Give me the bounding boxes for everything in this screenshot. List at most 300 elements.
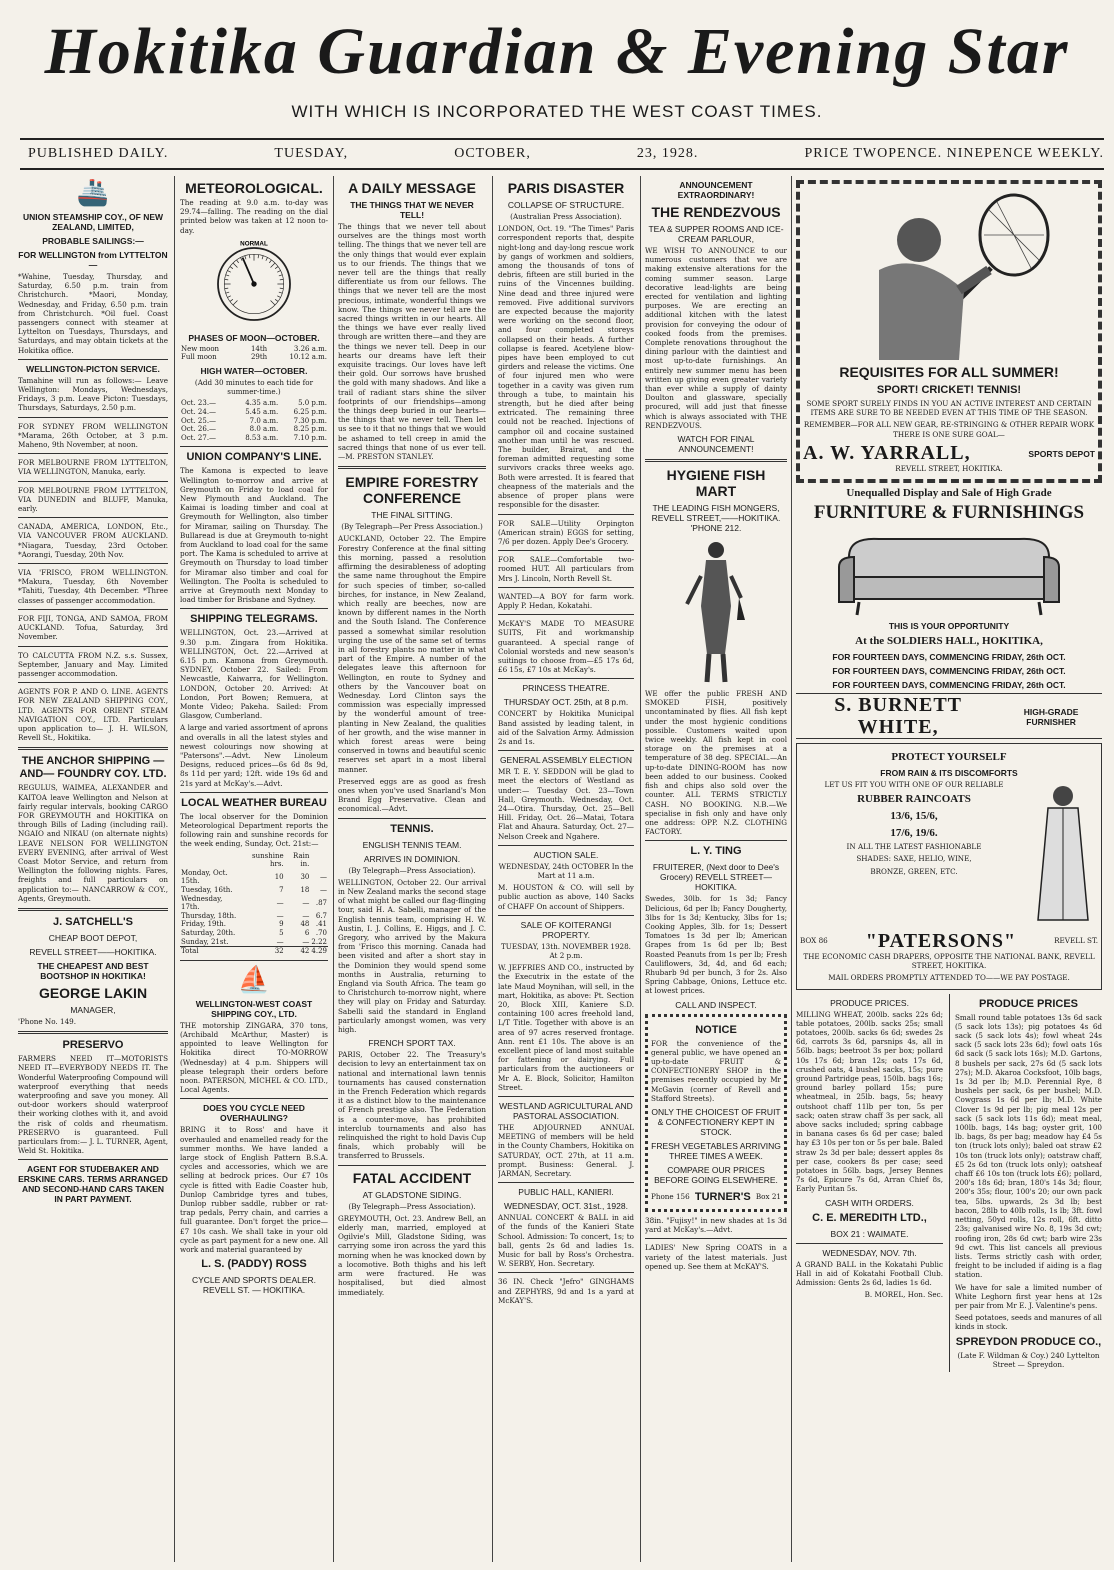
- furniture-pre: Unequalled Display and Sale of High Grade: [846, 487, 1052, 500]
- notice-fresh: FRESH VEGETABLES ARRIVING THREE TIMES A WEEK.: [651, 1140, 781, 1161]
- koiterangi-date: TUESDAY, 13th. NOVEMBER 1928. At 2 p.m.: [501, 941, 631, 960]
- produce-right-text: Small round table potatoes 13s 6d sack (5 sack lots 13s); pig potatoes 4s 6d sack (5 sack lots 4s); fowl wheat 24s sack (5 sack lots 23s 6d); fowl oats 16s 6d sack (5 sack lots 16s); M.D. Gartons, 8 bushels per sack, 27s 6d (5 sack lots 27s); M.D. Akaroa Cocksfoot, 10lb bags, 1s 3d per lb; M.D. Perennial Rye, 8 bushels per sack, 6s per bushel; M.D. Cowgrass 1s 6d per lb; M.D. White Clover 1s 9d per lb; pig meal 12s per sack (5 sack lots 11s 6d); meat meal, 100lb. bags, 14s bag; oyster grit, 100 lb. bags, 8s per bag; meadow hay £4 5s ton (truck lots only); baled oat straw £2 10s ton (truck lots only); oatstraw chaff, £5 2s 6d ton (truck lots only); oatsheaf chaff £6 10s ton (truck lots £6); pollard, 200's 18s 6d; bran, 180's 14s 3d; flour, 200's 35s; flour, 100's 20; our own pack tea, 5lbs. upwards, 2s 3d lb; best bacon, 28lb to 40lb rolls, 1s lb; 3ft. fowl netting, 50yd rolls, 12s roll, 6ft. ditto 23s; galvanised wire No. 8, 19s 3d cwt; roofing iron, 28s 6d cwt; barb wire 23s 9d cwt. This list cancels all previous lists. Terms strictly cash with order, freight to be included if aiding is a flag station.: [955, 1012, 1102, 1280]
- ladies-coats-advert: LADIES' New Spring COATS in a variety of the latest materials. Just opened up. See them at McKAY'S.: [645, 1243, 787, 1271]
- separator: [498, 678, 634, 679]
- protect-title: PROTECT YOURSELF: [891, 751, 1007, 764]
- table-cell: 42: [300, 947, 310, 956]
- auction-date: WEDNESDAY, 24th OCTOBER In the Mart at 11 a.m.: [498, 861, 634, 880]
- notice-only: ONLY THE CHOICEST OF FRUIT & CONFECTIONERY KEPT IN STOCK.: [651, 1106, 781, 1137]
- sale-eggs: FOR SALE—Utility Orpington (American strain) EGGS for setting, 7/6 per dozen. Apply Dee's Grocery.: [498, 518, 634, 546]
- table-row: [180, 434, 328, 443]
- sofa-icon: [829, 527, 1069, 617]
- table-cell: .41: [315, 920, 327, 929]
- table-cell: Oct. 25.—: [181, 416, 217, 425]
- table-cell: 5.45 a.m.: [245, 408, 279, 416]
- produce-right-heading: PRODUCE PRICES: [978, 997, 1079, 1010]
- separator: [498, 915, 634, 916]
- lakin-role: MANAGER,: [70, 1004, 116, 1015]
- announcement: ANNOUNCEMENT EXTRAORDINARY!: [677, 180, 755, 200]
- canada-text: CANADA, AMERICA, LONDON, Etc., VIA VANCOUVER FROM AUCKLAND. *Niagara, Tuesday, 23rd October. *Aorangi, Tuesday, 20th Nov.: [18, 522, 168, 559]
- table-cell: —: [320, 873, 327, 882]
- separator: [18, 747, 168, 750]
- barometer-label: NORMAL: [240, 240, 268, 248]
- barometer-tick: [245, 256, 246, 259]
- meredith-name: C. E. MEREDITH LTD.,: [812, 1211, 927, 1224]
- wwc-text: THE motorship ZINGARA, 370 tons, (Archibald McArthur, Master) is appointed to leave Wellington for Hokitika direct TO-MORROW (Wednesday) at 4 p.m. Shippers will please telegraph their orders before noon. PATERSON, MICHEL & CO. LTD., Local Agents.: [180, 1020, 328, 1095]
- raincoat-body: [800, 780, 1098, 930]
- column-rule: [492, 176, 493, 1562]
- table-row: [180, 920, 328, 929]
- separator: [18, 417, 168, 418]
- table-row: [180, 353, 328, 362]
- koiterangi-heading: SALE OF KOITERANGI PROPERTY.: [520, 919, 612, 940]
- protect-subtitle: FROM RAIN & ITS DISCOMFORTS: [880, 768, 1018, 779]
- picton-text: Tamahine will run as follows:— Leave Wellington: Mondays, Wednesdays, Fridays, 3 p.m. Leave Picton: Tuesdays, Thursdays, Saturdays, 2.50 p.m.: [18, 375, 168, 413]
- ross-name: L. S. (PADDY) ROSS: [201, 1258, 307, 1271]
- separator: [498, 1272, 634, 1273]
- barometer-tick: [262, 256, 263, 259]
- table-cell: 6: [304, 929, 310, 938]
- ting-subtitle: FRUITERER, (Next door to Dee's Grocery) REVELL STREET—HOKITIKA.: [652, 862, 780, 893]
- table-cell: .70: [315, 929, 327, 938]
- fishmonger-figure-icon: [681, 536, 751, 686]
- table-cell: Total: [181, 947, 199, 956]
- raincoat-prices-1: 13/6, 15/6,: [890, 810, 938, 823]
- table-cell: Full moon: [181, 353, 217, 362]
- barometer-tick: [230, 266, 233, 268]
- union-text: The Kamona is expected to leave Wellington to-morrow and arrive at Greymouth on Friday to load coal for New Plymouth and Auckland. The Kaimai is loading timber and coal at Greymouth for Wellington, also timber for Miramar, sailing on Thursday. The Bullaread is due at Greymouth to-night from Auckland to load coal for the same port. The Kama is scheduled to arrive at Greymouth on Thursday to load timber for Miramar also timber and coal for Wellington. The Poolta is scheduled to arrive at Greymouth next Monday to load timber for Brisbane and Sydney.: [180, 466, 328, 605]
- rendezvous-title: THE RENDEZVOUS: [651, 204, 781, 220]
- steamship-icon: 🚢: [76, 178, 110, 208]
- table-cell: 10: [274, 873, 284, 882]
- table-row: [180, 869, 328, 886]
- union-heading: UNION COMPANY'S LINE.: [186, 451, 322, 464]
- separator: [498, 1182, 634, 1183]
- latest-fashion: IN ALL THE LATEST FASHIONABLE: [846, 842, 982, 852]
- barometer-tick: [280, 288, 284, 289]
- column-rule: [640, 176, 641, 1562]
- usco-title: UNION STEAMSHIP COY., OF NEW ZEALAND, LIMITED,: [22, 212, 164, 232]
- fish-subtitle: THE LEADING FISH MONGERS, REVELL STREET,——HOKITIKA. 'PHONE 212.: [651, 503, 781, 534]
- wellington-text: *Wahine, Tuesday, Thursday, and Saturday, 6.50 p.m. train from Christchurch. *Maori, Monday, Wednesday, and Friday, 6.50 p.m. train from Christchurch. *Oil fuel. Coast passengers connect with steamer at Lyttelton on Tuesdays, Thursdays, and Saturdays, and may obtain tickets at the Hokitika office.: [18, 272, 168, 355]
- yarrall-address: REVELL STREET, HOKITIKA.: [895, 463, 1003, 473]
- separator: [18, 517, 168, 518]
- table-cell: Thursday, 18th.: [181, 911, 237, 920]
- table-cell: 7.10 p.m.: [293, 433, 327, 442]
- fish-text: WE offer the public FRESH AND SMOKED FISH, positively uncontaminated by flies. All fish kept under the most hygienic conditions possible. Customers waited upon twice weekly. All fish kept in cool storage on the premises at a temperature of 38 deg. SPECIAL.—An up-to-date DINING-ROOM has now been added to our business. Cooked fish and chips also sold over the counter. ALL TERMS STRICTLY CASH. NO BOOKING. N.B.—We specialise in fish only and have only one address: OPP. N.Z. CLOTHING FACTORY.: [645, 689, 787, 837]
- separator: [645, 840, 787, 841]
- barometer-tick: [258, 254, 259, 258]
- dateline-rule: [20, 168, 1104, 170]
- turner-box: Box 21: [755, 1191, 781, 1201]
- column-4: [498, 176, 634, 1562]
- ting-call: CALL AND INSPECT.: [675, 999, 757, 1010]
- table-cell: —: [320, 886, 327, 895]
- fit-text: LET US FIT YOU WITH ONE OF OUR RELIABLE: [824, 780, 1004, 790]
- barometer-tick: [266, 257, 268, 260]
- barometer-tick: [275, 299, 278, 301]
- column-2: [180, 176, 328, 1562]
- table-row: [180, 886, 328, 895]
- tennis-player-icon: [839, 190, 1059, 360]
- yarrall-advert: [796, 180, 1102, 483]
- barometer-tick: [225, 279, 229, 280]
- patersons-name: "PATERSONS": [865, 930, 1017, 953]
- masthead-subtitle: WITH WHICH IS INCORPORATED THE WEST COAST TIMES.: [291, 102, 823, 121]
- barometer-tick: [279, 275, 282, 276]
- table-cell: 6.7: [315, 911, 327, 920]
- fortnight-line: FOR FOURTEEN DAYS, COMMENCING FRIDAY, 26th OCT.: [832, 652, 1066, 663]
- separator: [180, 446, 328, 447]
- fatal-text: GREYMOUTH, Oct. 23. Andrew Bell, an elderly man, married, employed at Ogilvie's Mill, Gladstone Siding, was carrying some iron across the yard this morning when he was knocked down by a locomotive. Both thighs and his left arm were fractured. He was hospitalised, but died almost immediately.: [338, 1213, 486, 1297]
- table-total: [180, 947, 328, 956]
- raincoat-prices-2: 17/6, 19/6.: [890, 827, 938, 840]
- fiji-text: FOR FIJI, TONGA, AND SAMOA, FROM AUCKLAND. Tofua, Saturday, 3rd November.: [18, 613, 168, 642]
- shades: SHADES: SAXE, HELIO, WINE,: [856, 854, 972, 864]
- table-cell: 7: [279, 886, 284, 895]
- separator: [498, 587, 634, 588]
- wellington-heading: FOR WELLINGTON from LYTTELTON—: [18, 250, 168, 270]
- table-cell: Oct. 24.—: [181, 408, 217, 416]
- raincoat-woman-icon: [1028, 780, 1098, 930]
- barometer-tick: [237, 260, 239, 263]
- table-cell: 48: [300, 920, 310, 929]
- cash-with-orders: CASH WITH ORDERS.: [825, 1197, 914, 1208]
- shipping-heading: SHIPPING TELEGRAMS.: [190, 613, 318, 626]
- barometer-tick: [275, 266, 278, 268]
- houston-text: M. HOUSTON & CO. will sell by public auction as above, 140 Sacks of CHAFF On account of Shippers.: [498, 883, 634, 911]
- hall-heading: PUBLIC HALL, KANIERI.: [518, 1187, 614, 1198]
- issue-date: 23, 1928.: [636, 146, 699, 161]
- empire-text: AUCKLAND, October 22. The Empire Forestry Conference at the final sitting this morning, passed a resolution affirming the desirableness of adopting the same name throughout the Empire for such species of timber, so-called birches, for instance, in New Zealand, which really are beeches, now are known by different names in the North and the South Island. The Conference passed a somewhat similar resolution urging the use of the same set of terms in all forestry plants no matter in what part of the Empire. A number of the delegates leave this afternoon for Wellington, en route to Sydney and others by the Vancouver boat on Wednesday. Lord Clinton says the commission was especially impressed by the wonderful amount of tree-planting in New Zealand, the qualities of her growth, and the wise manner in which forest areas were being conserved in towns and beautiful scenic reserves set apart in a most liberal manner.: [338, 534, 486, 774]
- separator: [498, 750, 634, 751]
- patersons-line: [800, 930, 1098, 952]
- table-cell: 7.0 a.m.: [249, 416, 279, 425]
- table-header: [180, 852, 328, 869]
- table-cell: 8.0 a.m.: [249, 425, 279, 434]
- empire-byline: (By Telegraph—Per Press Association.): [341, 522, 483, 532]
- table-cell: 8.25 p.m.: [293, 425, 327, 434]
- barometer-tick: [230, 299, 233, 301]
- barometer-tick: [226, 275, 229, 276]
- table-row: [180, 895, 328, 912]
- table-row: [180, 912, 328, 921]
- produce-right: [949, 994, 1102, 1372]
- studebaker-text: AGENT FOR STUDEBAKER AND ERSKINE CARS. TERMS ARRANGED AND SECOND-HAND CARS TAKEN IN PART PAYMENT.: [18, 1164, 168, 1205]
- rendezvous-text: WE WISH TO ANNOUNCE to our numerous customers that we are making extensive alterations for the coming summer season. Large decorative lead-lights are being erected for ventilation and lighting purposes. We are erecting an additional kitchen with the latest provision for conveying the odour of cooked foods from the premises. Complete renovations throughout the dining parlour with the daintiest and most up-to-date furnishings. An entirely new summer menu has been written up giving even greater variety than ever while a supply of dainty Doulton and glassware, specially procured, will add just that finesse which is always associated with THE RENDEZVOUS.: [645, 246, 787, 430]
- turner-footer: [651, 1187, 781, 1206]
- raincoat-advert: [796, 743, 1102, 990]
- revell-st: REVELL ST.: [1054, 936, 1098, 946]
- fatal-subtitle: AT GLADSTONE SIDING.: [362, 1189, 462, 1200]
- table-cell: 18: [300, 886, 310, 895]
- masthead: [20, 8, 1094, 122]
- barometer-tick: [233, 300, 237, 304]
- cash-drapers: THE ECONOMIC CASH DRAPERS, OPPOSITE THE NATIONAL BANK, REVELL STREET, HOKITIKA.: [803, 952, 1095, 971]
- separator: [18, 609, 168, 610]
- separator: [180, 608, 328, 609]
- table-row: [180, 408, 328, 417]
- ting-title: L. Y. TING: [690, 845, 742, 858]
- table-row: [180, 345, 328, 354]
- burnett-line: [796, 693, 1102, 739]
- barometer-tick: [277, 296, 280, 298]
- hall-date: WEDNESDAY, OCT. 31st., 1928.: [504, 1201, 628, 1212]
- hall-text: ANNUAL CONCERT & BALL in aid of the funds of the Kanieri State School. Admission: To concert, 1s; to ball, gents 2s 6d and ladies 1s. Music for ball by Ross's Orchestra. W. SERBY, Hon. Secretary.: [498, 1213, 634, 1269]
- fatal-title: FATAL ACCIDENT: [352, 1169, 472, 1186]
- table-cell: —: [302, 898, 310, 907]
- barometer-tick: [271, 263, 275, 267]
- table-cell: Tuesday, 16th.: [181, 886, 233, 895]
- agri-text: THE ADJOURNED ANNUAL MEETING of members will be held in the County Chambers, Hokitika on SATURDAY, OCT. 27th, at 11 a.m. prompt. Business: General. J. JARMAN, Secretary.: [498, 1123, 634, 1179]
- empire-title: EMPIRE FORESTRY CONFERENCE: [345, 474, 479, 507]
- tide-heading: HIGH WATER—OCTOBER.: [200, 366, 308, 376]
- satchell-sub: CHEAP BOOT DEPOT,: [48, 932, 138, 943]
- column-1: [18, 176, 168, 1562]
- grand-ball-sign: B. MOREL, Hon. Sec.: [864, 1290, 943, 1300]
- barometer-tick: [279, 292, 282, 293]
- weather-heading: LOCAL WEATHER BUREAU: [181, 796, 327, 809]
- table-cell: New moon: [181, 344, 220, 353]
- separator: [498, 614, 634, 615]
- auction-heading: AUCTION SALE.: [533, 849, 599, 860]
- turner-name: TURNER'S: [694, 1190, 751, 1203]
- separator: [498, 1096, 634, 1097]
- table-cell: Sunday, 21st.: [181, 937, 229, 946]
- barometer-tick: [225, 288, 229, 289]
- satchell-title: J. SATCHELL'S: [52, 915, 134, 928]
- fish-title: HYGIENE FISH MART: [666, 467, 766, 500]
- anchor-text: REGULUS, WAIMEA, ALEXANDER and KAITOA leave Wellington and Nelson at fairly regular intervals, booking CARGO FOR GREYMOUTH and HOKITIKA on through Bills of Lading (including rail). NGAIO and NIKAU (on alternate nights) LEAVE NELSON FOR WELLINGTON EVERY EVENING, after arrival of West Coast Motor Service, and return from Wellington the following nights. Fares, freights and full particulars on application to:— NANCARROW & COY., Agents, Greymouth.: [18, 783, 168, 903]
- table-row: [180, 425, 328, 434]
- tennis-subtitle-2: ARRIVES IN DOMINION.: [363, 853, 461, 864]
- masthead-title: Hokitika Guardian & Evening Star: [44, 15, 1070, 88]
- column-rule: [791, 176, 792, 1562]
- barometer-tick: [280, 279, 284, 280]
- table-cell: —: [302, 937, 310, 946]
- theatre-date: THURSDAY OCT. 25th, at 8 p.m.: [503, 697, 629, 708]
- table-cell: —: [302, 911, 310, 920]
- sailings-heading: PROBABLE SAILINGS:—: [42, 236, 144, 246]
- yarrall-name: A. W. YARRALL,: [803, 441, 971, 464]
- satchell-address: REVELL STREET——HOKITIKA.: [29, 946, 157, 957]
- table-cell: Oct. 26.—: [181, 425, 217, 434]
- table-row: [180, 929, 328, 938]
- yarrall-depot: SPORTS DEPOT: [1028, 448, 1095, 459]
- satchell-slogan: THE CHEAPEST AND BEST BOOTSHOP IN HOKITIKA!: [37, 960, 149, 981]
- opportunity: THIS IS YOUR OPPORTUNITY: [888, 621, 1010, 632]
- ting-text: Swedes, 30lb. for 1s 3d; Fancy Delicious, 6d per lb; Fancy Dougherty, 3lbs for 1s 3d; Kentucky, 3lbs for 1s; Cooking Apples, 3lb. for 1s; Dessert Tomatoes 1s 3d per lb; American Grapes from 1s 6d per lb; Best Roasted Peanuts from 1s per lb; Fresh Cauliflowers, 3d, 4d, and 6d each; Rhubarb 9d per bunch, 3 for 2s. Also Spring Cabbage, Onions, Lettuce etc. at lowest prices.: [645, 894, 787, 996]
- sport-subtitle: SPORT! CRICKET! TENNIS!: [876, 384, 1022, 396]
- separator: [18, 1159, 168, 1160]
- rendezvous-subtitle: TEA & SUPPER ROOMS AND ICE-CREAM PARLOUR,: [648, 224, 784, 244]
- table-cell: —: [276, 911, 284, 920]
- theatre-heading: PRINCESS THEATRE.: [522, 683, 610, 694]
- concert-text: CONCERT by Hokitika Municipal Band assisted by leading talent, in aid of the Salvation Army. Admission 2s and 1s.: [498, 709, 634, 746]
- french-subtitle: FRENCH SPORT TAX.: [368, 1038, 456, 1049]
- eggs-advert: Preserved eggs are as good as fresh ones when you've used Snarland's Mon Brand Egg Preservative. Clean and economical.—Advt.: [338, 776, 486, 814]
- separator: [180, 960, 328, 961]
- column-5: [645, 176, 787, 1562]
- advert-text: A large and varied assortment of aprons and overalls in all the latest styles and newest colourings now showing at "Patersons".—Advt. New Linoleum Designs, reduced prices—6s 6d 8s 9d, 8s 11d per yard; 12ft. wide 19s 6d and 21s yard at McKay's.—Advt.: [180, 723, 328, 788]
- table-cell: 5.0 p.m.: [298, 399, 327, 408]
- table-cell: 29th: [250, 353, 268, 362]
- barometer-tick: [226, 292, 229, 293]
- table-cell: Rain in.: [293, 851, 310, 869]
- sport-title: REQUISITES FOR ALL SUMMER!: [839, 364, 1059, 380]
- tennis-text: WELLINGTON, October 22. Our arrival in New Zealand marks the second stage of what might be called our flag-flinging tour, said H. A. Sabelli, manager of the English tennis team, comprising H. W. Austin, I. J. Collins, E. Higgs, and J. C. Gregory, who arrived by the Makura from 'Frisco this morning. Canada had been visited and after a short stay in the Dominion they would spend some months in Australia, returning to England via South Africa. The team go to Christchurch to-morrow night, where they will play on Friday and Saturday. Sabelli said the standard in England particularly amongst women, was very high.: [338, 877, 486, 1035]
- masthead-rule: [20, 138, 1104, 140]
- separator: [18, 359, 168, 360]
- sport-text: SOME SPORT SURELY FINDS IN YOU AN ACTIVE INTEREST AND CERTAIN ITEMS ARE SURE TO BE NEEDED EVEN AT THIS TIME OF THE SEASON.: [806, 399, 1092, 418]
- column-rule: [174, 176, 175, 1562]
- paris-byline: (Australian Press Association).: [510, 212, 622, 221]
- burnett-subtitle: HIGH-GRADE FURNISHER: [1023, 707, 1079, 728]
- shipping-text: WELLINGTON, Oct. 23.—Arrived at 9.30 p.m. Zingara from Hokitika. WELLINGTON, Oct. 22.—Arrived at 6.15 p.m. Kamona from Greymouth. SYDNEY, October 22. Sailed: From Newcastle, Kaiwarra, for Wellington. LONDON, October 20. Arrived: At London, Port Bowen; Remuera, at Monte Video; Pakeha. Sailed: From Glasgow, Cumberland.: [180, 628, 328, 721]
- empire-subtitle: THE FINAL SITTING.: [371, 510, 453, 521]
- mckay-suits: McKAY'S MADE TO MEASURE SUITS, Fit and workmanship guaranteed. A special range of Colonial worsteds and new season's suitings to choose from—£5 17s 6d, £6 15s, £7 10s at McKay's.: [498, 619, 634, 675]
- published-daily: PUBLISHED DAILY.: [28, 146, 169, 161]
- wwc-title: WELLINGTON-WEST COAST SHIPPING COY., LTD.: [195, 998, 313, 1019]
- issue-price: PRICE TWOPENCE. NINEPENCE WEEKLY.: [804, 146, 1104, 161]
- met-title: METEOROLOGICAL.: [185, 180, 323, 196]
- table-cell: 3.26 a.m.: [293, 344, 327, 353]
- separator: [18, 1031, 168, 1034]
- lakin-name: GEORGE LAKIN: [38, 984, 148, 1001]
- produce-left: [796, 994, 943, 1372]
- yarrall-line: [803, 442, 1095, 464]
- barometer-tick: [249, 254, 250, 258]
- paris-title: PARIS DISASTER: [507, 180, 625, 196]
- table-cell: [180, 852, 241, 869]
- tide-table: [180, 399, 328, 442]
- grand-ball-date: WEDNESDAY, NOV. 7th.: [822, 1247, 917, 1258]
- soldiers-hall: At the SOLDIERS HALL, HOKITIKA,: [855, 635, 1043, 648]
- table-cell: 2.22: [311, 937, 327, 946]
- table-cell: Oct. 23.—: [181, 399, 217, 408]
- jeffries-text: W. JEFFRIES AND CO., instructed by the Executrix in the estate of the late Maud Moynihan, will sell, in the mart, Hokitika, as above: Pt. Section 20, Block XIII, Kaniere S.D. containing 100 acres freehold land, L/T Title. Together with above is an area of 97 acres reserved frontage. Ann. rent £1 10s. The above is an excellent piece of land most suitable for fattening or dairying. Full particulars from the auctioneers or Mr A. E. Block, Solicitor, Hamilton Street.: [498, 963, 634, 1092]
- separator: [338, 466, 486, 469]
- separator: [18, 682, 168, 683]
- separator: [180, 792, 328, 793]
- preservo-text: FARMERS NEED IT—MOTORISTS NEED IT—EVERYBODY NEEDS IT. The Wonderful Waterproofing Compound will waterproof everything that needs waterproofing and save you money. All out-door workers should waterproof their working clothes with it, and avoid the risk of colds and rheumatism. PRESERVO is guaranteed. Full particulars from:— J. L. TURNER, Agent, Weld St. Hokitika.: [18, 1054, 168, 1156]
- fortnight-line: FOR FOURTEEN DAYS, COMMENCING FRIDAY, 26th OCT.: [832, 666, 1066, 677]
- grand-ball-text: A GRAND BALL in the Kokatahi Public Hall in aid of Kokatahi Football Club. Admission: Gents 2s 6d, ladies 1s 6d.: [796, 1259, 943, 1288]
- table-cell: 30: [300, 873, 310, 882]
- dateline: [28, 146, 1104, 162]
- moon-table: [180, 345, 328, 362]
- table-cell: 5: [279, 929, 284, 938]
- gingham-advert: 36 IN. Check "Jefro" GINGHAMS and ZEPHYRS, 9d and 1s a yard at McKAY'S.: [498, 1277, 634, 1305]
- produce-right-text-3: Seed potatoes, seeds and manures of all kinds in stock.: [955, 1313, 1102, 1332]
- barometer-dial: [209, 239, 299, 329]
- election-text: MR T. E. Y. SEDDON will be glad to meet the electors of Westland as under:— Tuesday Oct. 23—Town Hall, Greymouth. Wednesday, Oct. 24—Otira. Thursday, Oct. 25—Bell Hill. Friday, Oct. 26—Matai, Totara Flat and Ahaura. Saturday, Oct. 27—Nelson Creek and Ngahere.: [498, 767, 634, 841]
- spreydon-subtitle: (Late F. Wildman & Coy.) 240 Lyttelton Street — Spreydon.: [957, 1350, 1100, 1369]
- column-6: [796, 176, 1102, 1562]
- paris-subtitle: COLLAPSE OF STRUCTURE.: [507, 200, 625, 210]
- sydney-text: FOR SYDNEY FROM WELLINGTON *Marama, 26th October, at 3 p.m. Maheno, 9th November, at noon.: [18, 421, 168, 450]
- separator: [645, 459, 787, 462]
- table-cell: 32: [274, 947, 284, 956]
- table-cell: 4.35 a.m.: [245, 399, 279, 408]
- barometer-tick: [228, 270, 231, 272]
- barometer-tick: [233, 263, 237, 267]
- message-text: The things that we never tell about ourselves are the things most worth telling. The things that we never tell are the only things that would ever explain us to our friends. The things that we never tell are the things that really differentiate us from our fellows. The things that we never tell are the most precious, intimate, wonderful things we know. The things we never tell are the sacred things written in our hearts. All the things we have ever really lived through are written there—and they are the things we never tell. Deep in our hearts our dreams have left their exquisite tracings. Our loves have left their gold. Our sorrows have brushed the gold with many shadows. And like a trail of radiant stars shine the silver footprints of our friendships—among the things deep buried in our hearts—the things that we never tell. Then let us see to it that no things that we would be ashamed to tell creep in amid the sacred things that none of us ever tell. —M. PRESTON STANLEY.: [338, 222, 486, 462]
- turner-phone: Phone 156: [651, 1191, 690, 1201]
- ship-icon: ⛵: [237, 964, 271, 995]
- separator: [18, 563, 168, 564]
- table-cell: 8.53 a.m.: [245, 433, 279, 442]
- table-cell: Oct. 27.—: [181, 433, 217, 442]
- produce-left-heading: PRODUCE PRICES.: [830, 997, 909, 1008]
- separator: [498, 845, 634, 846]
- table-cell: 7.30 p.m.: [293, 416, 327, 425]
- calcutta-text: TO CALCUTTA FROM N.Z. s.s. Sussex, September, January and May. Limited passenger accommodation.: [18, 650, 168, 678]
- table-row: [180, 938, 328, 947]
- message-title: A DAILY MESSAGE: [348, 180, 476, 196]
- separator: [796, 1243, 943, 1244]
- tennis-title: TENNIS.: [390, 822, 434, 835]
- cycle-heading: DOES YOU CYCLE NEED OVERHAULING?: [203, 1103, 305, 1124]
- met-text: The reading at 9.0 a.m. to-day was 29.74—falling. The reading on the dial printed below was taken at 12 noon to-day.: [180, 198, 328, 235]
- barometer-tick: [228, 296, 231, 298]
- mail-orders: MAIL ORDERS PROMPTLY ATTENDED TO——WE PAY POSTAGE.: [828, 973, 1070, 983]
- produce-section: [796, 994, 1102, 1372]
- tide-note: (Add 30 minutes to each tide for summer-time.): [194, 378, 314, 397]
- barometer-tick: [277, 270, 280, 272]
- table-cell: 14th: [250, 344, 268, 353]
- barometer-tick: [269, 260, 271, 263]
- column-rule: [333, 176, 334, 1562]
- table-row: [180, 399, 328, 408]
- moon-heading: PHASES OF MOON—OCTOBER.: [188, 332, 320, 343]
- notice-text: FOR the convenience of the general public, we have opened an up-to-date FRUIT & CONFECTIONERY SHOP in the premises recently occupied by Mr McGavin (corner of Revell and Stafford Streets).: [651, 1038, 781, 1103]
- barometer-needle: [243, 257, 254, 283]
- paris-text: LONDON, Oct. 19. "The Times" Paris correspondent reports that, despite night-long and day-long rescue work by gangs of workmen and soldiers, among the thousands of tons of debris, fifteen are still buried in the ruins of the Vincennes building. Nine dead and three injured were removed. Five additional survivors are expected because the majority were working on the second floor, and four completed storeys collapsed on their heads. A further collapse is feared. Acetylene blow-pipes have been employed to cut girders and release the victims. One of four injured men who were together in a cavity was given rum through a tube, to maintain his strength, but he died after being extricated. The remaining three could not be reached. Injections of camphor oil and cocaine sustained another man until he was rescued. The builder, Brairat, and the foreman admitted requesting some survivors cracks three weeks ago. Both were arrested. It is feared that cheapness of the materials and the absence of proper plans were responsible for the disaster.: [498, 224, 634, 510]
- tennis-byline: (By Telegraph—Press Association).: [348, 865, 476, 875]
- fujisy-advert: 38in. "Fujisy!" in new shades at 1s 3d yard at McKay's.—Advt.: [645, 1215, 787, 1235]
- french-text: PARIS, October 22. The Treasury's decision to levy an entertainment tax on national and international lawn tennis tournaments has caused consternation in the French Federation which regards it as a distinct blow to the maintenance of French prestige also. The Federation is a counter-move, has prohibited interclub tournaments and also has relinquished the right to hold Davis Cup finals, which probably will be transferred to Brussels.: [338, 1050, 486, 1161]
- table-cell: 10.12 a.m.: [289, 353, 327, 362]
- rubber-raincoats: RUBBER RAINCOATS: [857, 793, 971, 806]
- separator: [338, 818, 486, 819]
- sale-hut: FOR SALE—Comfortable two-roomed HUT. All particulars from Mrs J. Lincoln, North Revell St.: [498, 555, 634, 583]
- notice-compare: COMPARE OUR PRICES BEFORE GOING ELSEWHERE.: [654, 1164, 778, 1185]
- separator: [180, 1098, 328, 1099]
- raincoat-text: [800, 780, 1028, 930]
- spreydon-name: SPREYDON PRODUCE CO.,: [955, 1335, 1102, 1348]
- agri-heading: WESTLAND AGRICULTURAL AND PASTORAL ASSOCIATION.: [499, 1101, 633, 1122]
- frisco-text: VIA 'FRISCO, FROM WELLINGTON. *Makura, Tuesday, 6th November *Tahiti, Tuesday, 4th December. *Three classes of passenger accommodation.: [18, 568, 168, 605]
- meredith-box: BOX 21 : WAIMATE.: [830, 1228, 909, 1239]
- melbourne-text-2: FOR MELBOURNE FROM LYTTELTON, VIA DUNEDIN and BLUFF, Manuka, early.: [18, 485, 168, 514]
- separator: [498, 514, 634, 515]
- box-86: BOX 86: [800, 936, 828, 946]
- furniture-title: FURNITURE & FURNISHINGS: [813, 502, 1085, 524]
- weather-table: [180, 852, 328, 956]
- separator: [498, 550, 634, 551]
- separator: [338, 1165, 486, 1166]
- weather-text: The local observer for the Dominion Meteorological Department reports the following rain and sunshine records for the week ending, Sunday, Oct. 21st:—: [180, 811, 328, 849]
- sport-remember: REMEMBER—FOR ALL NEW GEAR, RE-STRINGING & OTHER REPAIR WORK THERE IS ONE SURE GOAL—: [803, 420, 1095, 439]
- separator: [18, 646, 168, 647]
- table-cell: Friday, 19th.: [181, 920, 227, 929]
- ross-sub: CYCLE AND SPORTS DEALER. REVELL ST. — HOKITIKA.: [191, 1275, 317, 1296]
- issue-month: OCTOBER,: [454, 146, 531, 161]
- separator: [18, 908, 168, 911]
- barometer-tick: [271, 300, 275, 304]
- anchor-title: THE ANCHOR SHIPPING —AND— FOUNDRY COY. LTD.: [19, 755, 167, 781]
